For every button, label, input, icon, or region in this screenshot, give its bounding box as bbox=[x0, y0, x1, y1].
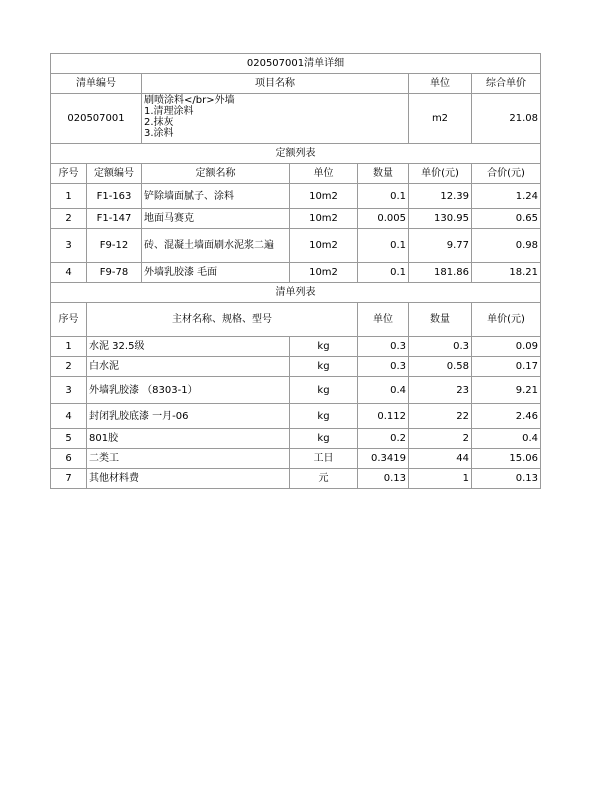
quota-col-qty: 数量 bbox=[358, 164, 409, 184]
quota-unit: 10m2 bbox=[290, 229, 358, 263]
material-total: 0.13 bbox=[472, 469, 541, 489]
material-price: 23 bbox=[409, 377, 472, 404]
quota-code: F1-163 bbox=[87, 184, 142, 209]
material-qty: 0.13 bbox=[358, 469, 409, 489]
material-unit: kg bbox=[290, 404, 358, 429]
quota-col-name: 定额名称 bbox=[142, 164, 290, 184]
material-row bbox=[51, 449, 541, 469]
item-unit: m2 bbox=[409, 94, 472, 144]
quota-col-unit: 单位 bbox=[290, 164, 358, 184]
quota-code: F1-147 bbox=[87, 209, 142, 229]
quota-section-title: 定额列表 bbox=[51, 144, 541, 164]
material-row bbox=[51, 469, 541, 489]
quota-no: 2 bbox=[51, 209, 87, 229]
item-name-line: 2.抹灰 bbox=[144, 117, 174, 128]
quota-row bbox=[51, 184, 541, 209]
item-name-line: 1.清理涂料 bbox=[144, 106, 194, 117]
bill-code: 020507001 bbox=[51, 94, 142, 144]
quota-total: 18.21 bbox=[472, 263, 541, 283]
quota-col-price: 单价(元) bbox=[409, 164, 472, 184]
quota-name: 外墙乳胶漆 毛面 bbox=[142, 263, 290, 283]
material-name: 水泥 32.5级 bbox=[87, 337, 290, 357]
material-qty: 0.3 bbox=[358, 357, 409, 377]
quota-price: 9.77 bbox=[409, 229, 472, 263]
quota-price: 181.86 bbox=[409, 263, 472, 283]
material-row bbox=[51, 377, 541, 404]
item-unit-price: 21.08 bbox=[472, 94, 541, 144]
quota-unit: 10m2 bbox=[290, 209, 358, 229]
material-no: 7 bbox=[51, 469, 87, 489]
material-no: 3 bbox=[51, 377, 87, 404]
material-price: 22 bbox=[409, 404, 472, 429]
quota-price: 12.39 bbox=[409, 184, 472, 209]
material-no: 5 bbox=[51, 429, 87, 449]
quota-code: F9-78 bbox=[87, 263, 142, 283]
material-unit: kg bbox=[290, 429, 358, 449]
quota-name: 地面马赛克 bbox=[142, 209, 290, 229]
material-unit: kg bbox=[290, 377, 358, 404]
material-no: 4 bbox=[51, 404, 87, 429]
material-total: 0.4 bbox=[472, 429, 541, 449]
material-name: 二类工 bbox=[87, 449, 290, 469]
quota-total: 0.65 bbox=[472, 209, 541, 229]
material-price: 0.58 bbox=[409, 357, 472, 377]
material-total: 0.17 bbox=[472, 357, 541, 377]
quota-qty: 0.1 bbox=[358, 229, 409, 263]
material-qty: 0.3 bbox=[358, 337, 409, 357]
material-row bbox=[51, 429, 541, 449]
quota-col-total: 合价(元) bbox=[472, 164, 541, 184]
quota-col-code: 定额编号 bbox=[87, 164, 142, 184]
sheet-title: 020507001清单详细 bbox=[51, 54, 541, 74]
item-name bbox=[142, 94, 409, 144]
quota-no: 4 bbox=[51, 263, 87, 283]
quota-unit: 10m2 bbox=[290, 263, 358, 283]
quota-total: 1.24 bbox=[472, 184, 541, 209]
material-col-unit: 单位 bbox=[358, 303, 409, 337]
quota-code: F9-12 bbox=[87, 229, 142, 263]
material-no: 2 bbox=[51, 357, 87, 377]
material-name: 白水泥 bbox=[87, 357, 290, 377]
material-no: 6 bbox=[51, 449, 87, 469]
material-price: 2 bbox=[409, 429, 472, 449]
bill-detail-table bbox=[50, 53, 541, 337]
material-col-name: 主材名称、规格、型号 bbox=[87, 303, 358, 337]
material-total: 0.09 bbox=[472, 337, 541, 357]
unit-header: 单位 bbox=[409, 74, 472, 94]
item-name-header: 项目名称 bbox=[142, 74, 409, 94]
material-unit: kg bbox=[290, 357, 358, 377]
material-price: 44 bbox=[409, 449, 472, 469]
material-unit: 元 bbox=[290, 469, 358, 489]
item-name-line: 刷喷涂料</br>外墙 bbox=[144, 95, 235, 106]
quota-price: 130.95 bbox=[409, 209, 472, 229]
material-unit: 工日 bbox=[290, 449, 358, 469]
material-no: 1 bbox=[51, 337, 87, 357]
material-price: 1 bbox=[409, 469, 472, 489]
quota-no: 1 bbox=[51, 184, 87, 209]
material-price: 0.3 bbox=[409, 337, 472, 357]
material-row bbox=[51, 404, 541, 429]
material-total: 2.46 bbox=[472, 404, 541, 429]
material-name: 封闭乳胶底漆 一月-06 bbox=[87, 404, 290, 429]
item-name-line: 3.涂料 bbox=[144, 128, 174, 139]
quota-row bbox=[51, 229, 541, 263]
material-total: 15.06 bbox=[472, 449, 541, 469]
material-qty: 0.112 bbox=[358, 404, 409, 429]
quota-col-no: 序号 bbox=[51, 164, 87, 184]
quota-qty: 0.1 bbox=[358, 263, 409, 283]
material-unit: kg bbox=[290, 337, 358, 357]
material-col-no: 序号 bbox=[51, 303, 87, 337]
bill-code-header: 清单编号 bbox=[51, 74, 142, 94]
quota-total: 0.98 bbox=[472, 229, 541, 263]
material-name: 外墙乳胶漆 （8303-1） bbox=[87, 377, 290, 404]
unit-price-header: 综合单价 bbox=[472, 74, 541, 94]
material-row bbox=[51, 357, 541, 377]
quota-qty: 0.1 bbox=[358, 184, 409, 209]
material-qty: 0.4 bbox=[358, 377, 409, 404]
quota-name: 铲除墙面腻子、涂料 bbox=[142, 184, 290, 209]
material-qty: 0.3419 bbox=[358, 449, 409, 469]
quota-row bbox=[51, 263, 541, 283]
material-name: 其他材料费 bbox=[87, 469, 290, 489]
quota-unit: 10m2 bbox=[290, 184, 358, 209]
material-section-title: 清单列表 bbox=[51, 283, 541, 303]
material-total: 9.21 bbox=[472, 377, 541, 404]
material-col-qty: 数量 bbox=[409, 303, 472, 337]
quota-no: 3 bbox=[51, 229, 87, 263]
material-qty: 0.2 bbox=[358, 429, 409, 449]
material-col-price: 单价(元) bbox=[472, 303, 541, 337]
quota-row bbox=[51, 209, 541, 229]
material-table bbox=[50, 336, 541, 489]
quota-name: 砖、混凝土墙面刷水泥浆二遍 bbox=[142, 229, 290, 263]
quota-qty: 0.005 bbox=[358, 209, 409, 229]
material-row bbox=[51, 337, 541, 357]
material-name: 801胶 bbox=[87, 429, 290, 449]
